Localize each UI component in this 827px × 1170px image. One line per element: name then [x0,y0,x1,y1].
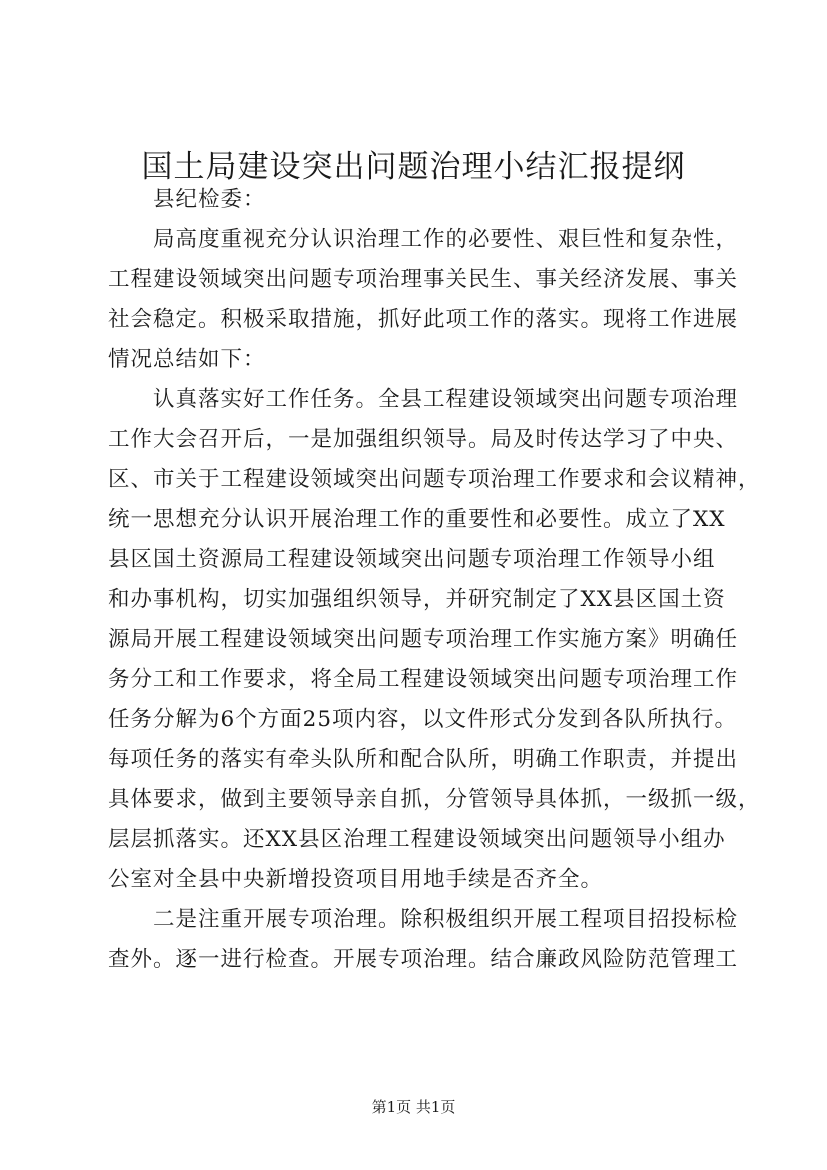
paragraph-line: 务分工和工作要求，将全局工程建设领域突出问题专项治理工作 [108,667,739,692]
paragraph-line: 局高度重视充分认识治理工作的必要性、艰巨性和复杂性， [153,227,739,252]
paragraph-line: 工作大会召开后，一是加强组织领导。局及时传达学习了中央、 [108,427,739,452]
paragraph-line: 情况总结如下： [108,347,266,372]
document-body [108,180,761,980]
paragraph-line: 每项任务的落实有牵头队所和配合队所，明确工作职责，并提出 [108,747,739,772]
document-title: 国土局建设突出问题治理小结汇报提纲 [141,149,686,185]
paragraph-line: 二是注重开展专项治理。除积极组织开展工程项目招投标检 [153,907,739,932]
paragraph-line: 具体要求，做到主要领导亲自抓，分管领导具体抓，一级抓一级， [108,787,761,812]
paragraph-line: 工程建设领域突出问题专项治理事关民生、事关经济发展、事关 [108,267,739,292]
paragraph-line: 统一思想充分认识开展治理工作的重要性和必要性。成立了XX [108,507,726,532]
paragraph-line: 查外。逐一进行检查。开展专项治理。结合廉政风险防范管理工 [108,947,739,972]
paragraph-line: 认真落实好工作任务。全县工程建设领域突出问题专项治理 [153,387,739,412]
page-number-footer: 第1页 共1页 [371,1098,456,1116]
paragraph-line: 和办事机构，切实加强组织领导，并研究制定了XX县区国土资 [108,587,726,612]
paragraph-line: 公室对全县中央新增投资项目用地手续是否齐全。 [108,867,604,892]
paragraph-line: 社会稳定。积极采取措施，抓好此项工作的落实。现将工作进展 [108,307,739,332]
paragraph-line: 源局开展工程建设领域突出问题专项治理工作实施方案》明确任 [108,627,739,652]
salutation-line: 县纪检委： [153,187,266,212]
paragraph-line: 区、市关于工程建设领域突出问题专项治理工作要求和会议精神， [108,467,761,492]
paragraph-line: 层层抓落实。还XX县区治理工程建设领域突出问题领导小组办 [108,827,726,852]
paragraph-line: 任务分解为6个方面25项内容，以文件形式分发到各队所执行。 [108,707,738,732]
paragraph-line: 县区国土资源局工程建设领域突出问题专项治理工作领导小组 [108,547,716,572]
